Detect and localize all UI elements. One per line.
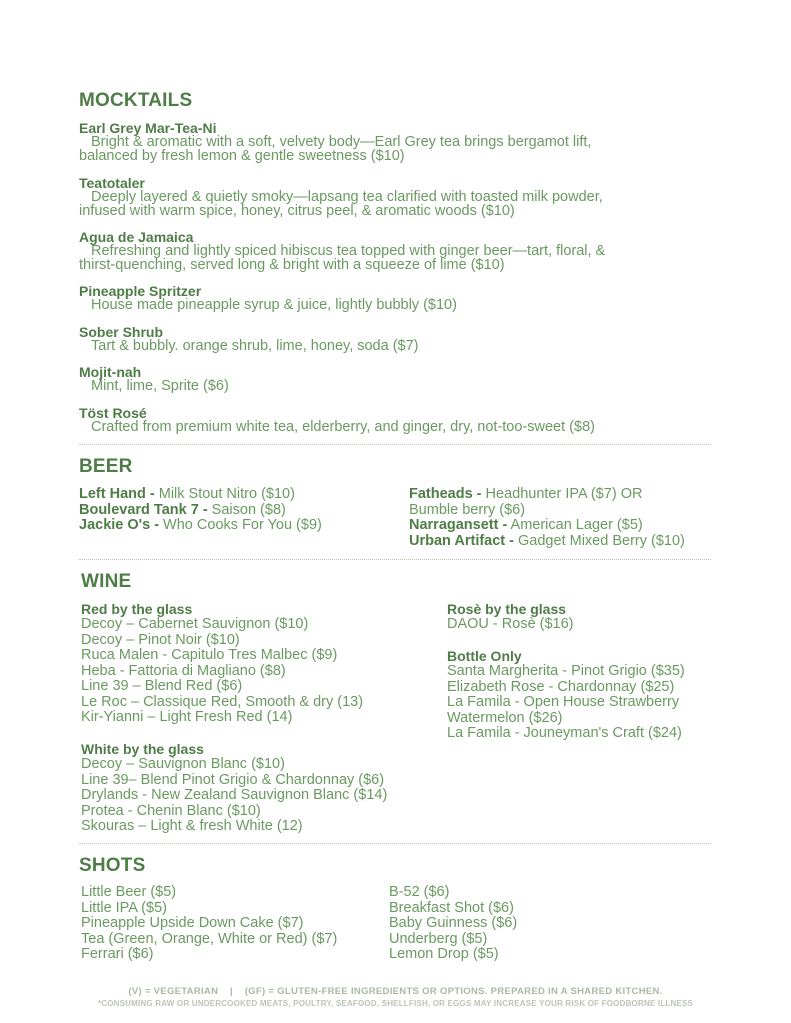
wine-item: Decoy – Sauvignon Blanc ($10) xyxy=(81,756,285,772)
mocktail-name: Töst Rosé xyxy=(79,405,147,421)
beer-desc: Milk Stout Nitro ($10) xyxy=(154,486,295,502)
wine-red-heading: Red by the glass xyxy=(81,601,193,617)
wine-item: Line 39 – Blend Red ($6) xyxy=(81,678,243,694)
mocktails-heading: MOCKTAILS xyxy=(79,90,193,111)
wine-item: Heba - Fattoria di Magliano ($8) xyxy=(81,662,286,679)
mocktail-desc: Refreshing and lightly spiced hibiscus tea topped with ginger beer—tart, floral, & xyxy=(91,243,606,259)
beer-item xyxy=(79,518,322,534)
beer-heading: BEER xyxy=(79,456,133,477)
shot-item: Little IPA ($5) xyxy=(81,899,167,916)
beer-brand: Jackie O's - xyxy=(79,517,160,533)
beer-desc: Who Cooks For You ($9) xyxy=(159,517,322,533)
beer-desc: Saison ($8) xyxy=(207,501,286,518)
shot-item: Little Beer ($5) xyxy=(81,884,177,900)
shots-list-right xyxy=(389,885,517,963)
wine-white-section xyxy=(81,741,387,835)
mocktail-name: Agua de Jamaica xyxy=(79,229,194,245)
mocktail-name: Mojit-nah xyxy=(79,364,142,380)
mocktail-name: Pineapple Spritzer xyxy=(79,283,202,299)
shot-item: Pineapple Upside Down Cake ($7) xyxy=(81,915,304,931)
wine-item: La Famila - Jouneyman's Craft ($24) xyxy=(447,725,682,741)
mocktail-desc-cont: balanced by fresh lemon & gentle sweetness ($10) xyxy=(79,148,405,164)
shot-item: Breakfast Shot ($6) xyxy=(389,899,514,916)
shot-item: Baby Guinness ($6) xyxy=(389,915,518,931)
mocktail-item xyxy=(79,284,719,312)
wine-item: Elizabeth Rose - Chardonnay ($25) xyxy=(447,678,675,695)
wine-item: Drylands - New Zealand Sauvignon Blanc ($14) xyxy=(81,787,388,803)
beer-desc: American Lager ($5) xyxy=(507,517,643,533)
mocktail-desc: House made pineapple syrup & juice, lightly bubbly ($10) xyxy=(91,297,457,313)
section-divider xyxy=(79,559,711,560)
beer-desc: Headhunter IPA ($7) OR xyxy=(481,486,643,502)
wine-item: Watermelon ($26) xyxy=(447,709,563,726)
beer-brand: Fatheads - xyxy=(409,486,482,502)
mocktail-desc: Deeply layered & quietly smoky—lapsang tea clarified with toasted milk powder, xyxy=(91,189,603,205)
wine-item: La Famila - Open House Strawberry xyxy=(447,694,680,710)
beer-brand: Narragansett - xyxy=(409,517,508,533)
wine-item: Santa Margherita - Pinot Grigio ($35) xyxy=(447,663,685,679)
wine-white-heading: White by the glass xyxy=(81,741,204,757)
mocktail-item xyxy=(79,230,719,272)
mocktail-desc: Crafted from premium white tea, elderberry, and ginger, dry, not-too-sweet ($8) xyxy=(91,419,595,435)
beer-brand: Urban Artifact - xyxy=(409,532,514,549)
mocktail-item xyxy=(79,406,719,434)
mocktail-desc: Tart & bubbly. orange shrub, lime, honey, soda ($7) xyxy=(91,338,419,354)
beer-item xyxy=(79,487,322,503)
section-divider xyxy=(79,444,711,445)
beer-brand: Left Hand - xyxy=(79,486,155,502)
wine-red-section xyxy=(81,601,363,726)
shots-heading: SHOTS xyxy=(79,855,146,876)
dietary-legend: (V) = VEGETARIAN | (GF) = GLUTEN-FREE INGREDIENTS OR OPTIONS. PREPARED IN A SHARED KITCHEN. xyxy=(128,986,663,997)
beer-list-right xyxy=(409,487,685,549)
mocktail-item xyxy=(79,325,719,353)
wine-rose-heading: Rosè by the glass xyxy=(447,601,567,617)
wine-rose-section xyxy=(447,601,574,633)
wine-heading: WINE xyxy=(81,571,132,592)
mocktail-name: Earl Grey Mar-Tea-Ni xyxy=(79,120,217,136)
wine-item: DAOU - Rosè ($16) xyxy=(447,616,574,632)
wine-bottle-heading: Bottle Only xyxy=(447,648,522,664)
wine-item: Ruca Malen - Capitulo Tres Malbec ($9) xyxy=(81,647,338,663)
mocktail-desc: Mint, lime, Sprite ($6) xyxy=(91,378,229,394)
beer-desc: Gadget Mixed Berry ($10) xyxy=(514,532,685,549)
wine-item: Decoy – Cabernet Sauvignon ($10) xyxy=(81,616,309,632)
beer-item xyxy=(409,487,685,503)
beer-list-left xyxy=(79,487,322,534)
beer-item xyxy=(409,503,685,519)
mocktail-desc: Bright & aromatic with a soft, velvety body—Earl Grey tea brings bergamot lift, xyxy=(91,134,592,150)
wine-item: Decoy – Pinot Noir ($10) xyxy=(81,631,240,648)
beer-item xyxy=(409,534,685,550)
mocktail-item xyxy=(79,121,719,163)
foodborne-warning: *CONSUMING RAW OR UNDERCOOKED MEATS, POULTRY, SEAFOOD, SHELLFISH, OR EGGS MAY INCREASE YOUR RISK OF FOODBORNE ILLNESS xyxy=(97,999,694,1008)
mocktail-item xyxy=(79,176,719,218)
wine-item: Skouras – Light & fresh White (12) xyxy=(81,818,303,834)
beer-item xyxy=(409,518,685,534)
wine-item: Protea - Chenin Blanc ($10) xyxy=(81,802,261,819)
shots-list-left xyxy=(81,885,337,963)
wine-item: Kir-Yianni – Light Fresh Red (14) xyxy=(81,709,293,725)
shot-item: Ferrari ($6) xyxy=(81,946,154,962)
shot-item: Tea (Green, Orange, White or Red) ($7) xyxy=(81,930,338,947)
wine-item: Line 39– Blend Pinot Grigio & Chardonnay ($6) xyxy=(81,771,385,788)
mocktail-item xyxy=(79,365,719,393)
mocktail-name: Sober Shrub xyxy=(79,324,164,340)
shot-item: Lemon Drop ($5) xyxy=(389,946,499,962)
mocktail-name: Teatotaler xyxy=(79,175,145,191)
shot-item: B-52 ($6) xyxy=(389,884,450,900)
wine-bottle-section xyxy=(447,648,685,742)
shot-item: Underberg ($5) xyxy=(389,930,488,947)
section-divider xyxy=(79,843,711,844)
beer-desc: Bumble berry ($6) xyxy=(409,501,526,518)
beer-brand: Boulevard Tank 7 - xyxy=(79,501,208,518)
wine-item: Le Roc – Classique Red, Smooth & dry (13) xyxy=(81,693,364,710)
beer-item xyxy=(79,503,322,519)
mocktail-desc-cont: thirst-quenching, served long & bright with a squeeze of lime ($10) xyxy=(79,257,505,273)
mocktail-desc-cont: infused with warm spice, honey, citrus peel, & aromatic woods ($10) xyxy=(79,203,515,219)
